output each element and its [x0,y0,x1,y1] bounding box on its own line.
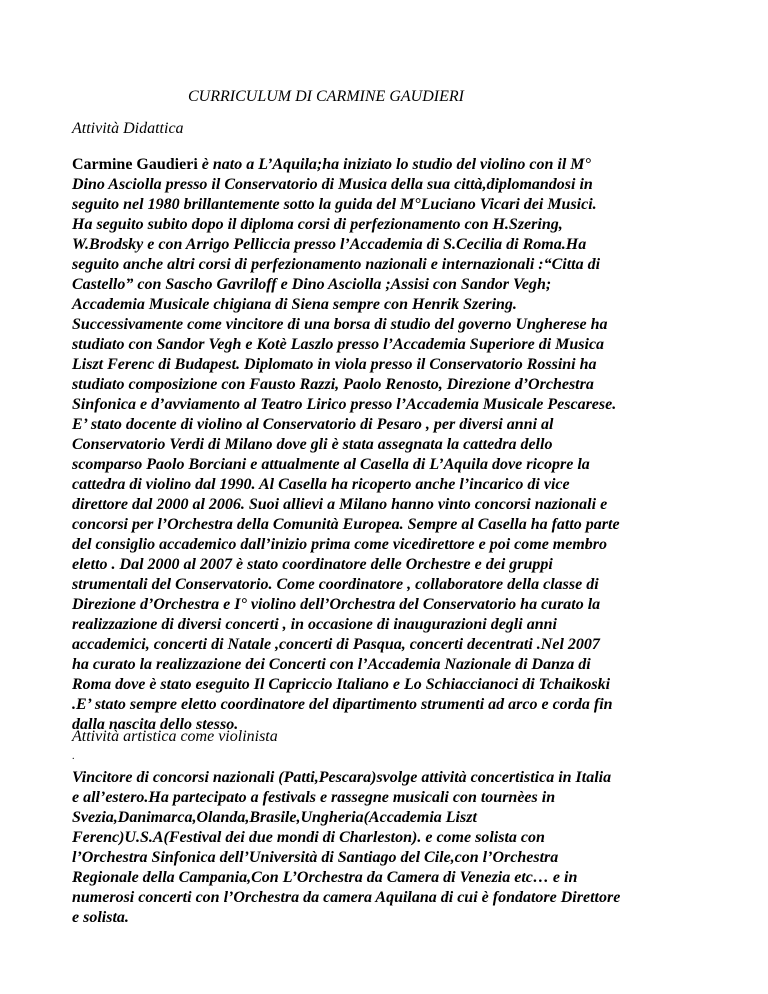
paragraph-line: realizzazione di diversi concerti , in occasione di inaugurazioni degli anni [72,616,557,633]
paragraph-line: W.Brodsky e con Arrigo Pelliccia presso l’Accademia di S.Cecilia di Roma.Ha [72,236,587,253]
paragraph-line: concorsi per l’Orchestra della Comunità Europea. Sempre al Casella ha fatto parte [72,516,620,533]
paragraph-line: Castello” con Sascho Gavriloff e Dino Asciolla ;Assisi con Sandor Vegh; [72,276,552,293]
paragraph-line: Ferenc)U.S.A(Festival dei due mondi di Charleston). e come solista con [72,829,545,846]
paragraph-line: Conservatorio Verdi di Milano dove gli è stata assegnata la cattedra dello [72,436,553,453]
paragraph-line: ha curato la realizzazione dei Concerti con l’Accademia Nazionale di Danza di [72,656,591,673]
paragraph-line: strumentali del Conservatorio. Come coordinatore , collaboratore della classe di [72,576,599,593]
paragraph-line: studiato composizione con Fausto Razzi, Paolo Renosto, Direzione d’Orchestra [72,376,594,393]
paragraph-line: Direzione d’Orchestra e I° violino dell’Orchestra del Conservatorio ha curato la [72,596,601,613]
paragraph-line: e all’estero.Ha partecipato a festivals e rassegne musicali con tournèes in [72,789,556,806]
paragraph-line: del consiglio accademico dall’inizio prima come vicedirettore e poi come membro [72,536,608,553]
paragraph-line: Accademia Musicale chigiana di Siena sempre con Henrik Szering. [72,296,517,313]
paragraph-line: E’ stato docente di violino al Conservatorio di Pesaro , per diversi anni al [72,416,554,433]
paragraph-line: Vincitore di concorsi nazionali (Patti,Pescara)svolge attività concertistica in Italia [72,769,612,786]
paragraph-line: Dino Asciolla presso il Conservatorio di Musica della sua città,diplomandosi in [72,176,593,193]
paragraph-line: .E’ stato sempre eletto coordinatore del dipartimento strumenti ad arco e corda fin [72,696,613,713]
paragraph-line: seguito nel 1980 brillantemente sotto la guida del M°Luciano Vicari dei Musici. [72,196,597,213]
document-title: CURRICULUM DI CARMINE GAUDIERI [188,88,464,105]
paragraph-line: Successivamente come vincitore di una borsa di studio del governo Ungherese ha [72,316,608,333]
paragraph-line: Liszt Ferenc di Budapest. Diplomato in viola presso il Conservatorio Rossini ha [72,356,597,373]
person-name: Carmine Gaudieri [72,156,198,173]
paragraph-line: Svezia,Danimarca,Olanda,Brasile,Ungheria(Accademia Liszt [72,809,477,826]
paragraph-line-text: è nato a L’Aquila;ha iniziato lo studio del violino con il M° [197,156,591,173]
paragraph-line: Regionale della Campania,Con L’Orchestra da Camera di Venezia etc… e in [72,869,578,886]
paragraph-line: Ha seguito subito dopo il diploma corsi di perfezionamento con H.Szering, [72,216,563,233]
paragraph-line: accademici, concerti di Natale ,concerti di Pasqua, concerti decentrati .Nel 2007 [72,636,600,653]
paragraph-line: direttore dal 2000 al 2006. Suoi allievi a Milano hanno vinto concorsi nazionali e [72,496,608,513]
section-heading-didactic: Attività Didattica [72,120,184,137]
paragraph-line: eletto . Dal 2000 al 2007 è stato coordinatore delle Orchestre e dei gruppi [72,556,553,573]
paragraph-line: dalla nascita dello stesso. [72,716,239,733]
paragraph-didactic [72,155,712,735]
paragraph-line: studiato con Sandor Vegh e Kotè Laszlo presso l’Accademia Superiore di Musica [72,336,605,353]
paragraph-line: seguito anche altri corsi di perfezionamento nazionali e internazionali :“Citta di [72,256,601,273]
paragraph-line: scomparso Paolo Borciani e attualmente al Casella di L’Aquila dove ricopre la [72,456,590,473]
paragraph-line: Roma dove è stato eseguito Il Capriccio Italiano e Lo Schiaccianoci di Tchaikoski [72,676,611,693]
stray-period-mark: . [72,751,75,762]
paragraph-line: l’Orchestra Sinfonica dell’Università di Santiago del Cile,con l’Orchestra [72,849,559,866]
paragraph-line: Sinfonica e d’avviamento al Teatro Lirico presso l’Accademia Musicale Pescarese. [72,396,617,413]
paragraph-line: cattedra di violino dal 1990. Al Casella ha ricoperto anche l’incarico di vice [72,476,570,493]
paragraph-line [72,155,712,175]
section-heading-artistic: Attività artistica come violinista [72,728,278,745]
paragraph-line: e solista. [72,909,129,926]
paragraph-artistic [72,768,712,928]
paragraph-line: numerosi concerti con l’Orchestra da camera Aquilana di cui è fondatore Direttore [72,889,621,906]
